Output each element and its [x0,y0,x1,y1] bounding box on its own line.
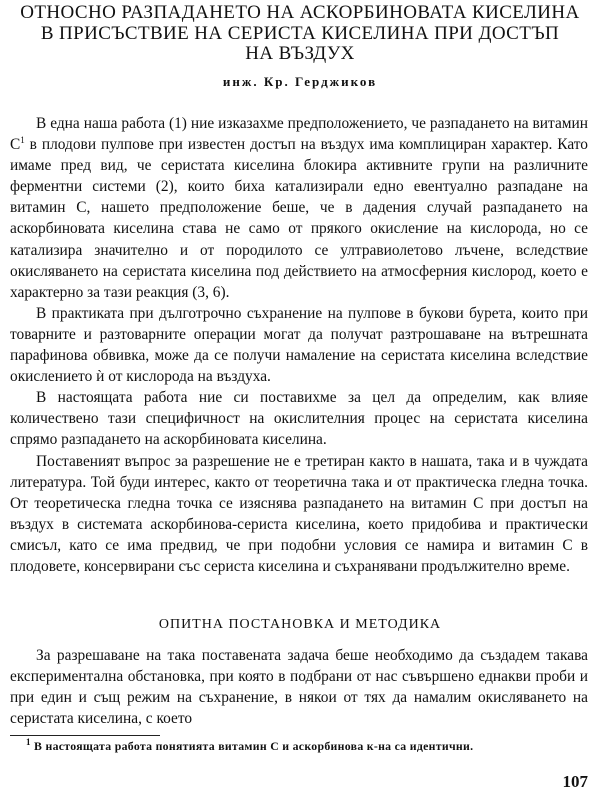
paragraph-4: Поставеният въпрос за разрешение не е третиран както в нашата, така и в чуждата литература. Той буди интерес, както от теоретична така и от практическа гледна точка. От теоретическа гледна точка се изяснява разпадането на витамин С при достъп на въздух в системата аскорбинова-сериста киселина, което придобива и практически смисъл, като се има предвид, че при подобни условия се намира и витамин С в плодовете, консервирани със сериста киселина и съхранявани продължително време. [10,452,588,575]
footnote-divider [10,735,160,736]
section-heading: ОПИТНА ПОСТАНОВКА И МЕТОДИКА [158,617,442,632]
article-title-line-2: В ПРИСЪСТВИЕ НА СЕРИСТА КИСЕЛИНА ПРИ ДОСТЪП [40,23,560,44]
paragraph-1 [10,113,588,303]
paragraph-1-lead: В една наша работа (1) ние изказахме предположението, че разпадането на витамин С [10,115,588,154]
footnote-marker: 1 [26,737,31,748]
methods-text [10,645,588,729]
footnote-text: В настоящата работа понятията витамин С и аскорбинова к-на са идентични. [30,739,474,753]
paragraph-1-rest: в плодови пулпове при известен достъп на въздух има комплициран характер. Като имаме пред вид, че серистата киселина блокира активните групи на различните ферментни системи (2), които биха катализирали едно евентуално разпадане на витамин С, нашето предположение беше, че в дадения случай разпадането на аскорбиновата киселина става не само от прякого окисление на кислорода, но се катализира значително и от породилото се ултравиолетово лъчене, вследствие окисляването на серистата киселина под действието на атмосферния кислород, което е характерно за тази реакция (3, 6). [10,136,588,301]
footnote [26,739,588,754]
article-title-line-3: НА ВЪЗДУХ [245,43,355,64]
paragraph-2: В практиката при дълготрочно съхранение на пулпове в букови бурета, които при товарните и разтоварните операции могат да получат разтрошаване на вътрешната парафинова обвивка, може да се получи намаление на серистата киселина вследствие окислението ѝ от кислорода на въздуха. [10,304,588,386]
page-number: 107 [562,772,588,791]
footnote-reference: 1 [20,134,25,145]
paragraph-3: В настоящата работа ние си поставихме за цел да определим, как влияе количествено тази специфичност на окислителния процес на серистата киселина спрямо разпадането на аскорбиновата киселина. [10,389,588,449]
article-author: инж. Кр. Герджиков [222,74,378,89]
paragraph-5: За разрешаване на така поставената задача беше необходимо да създадем такава експериментална обстановка, при която в подбрани от нас съвършено еднакви проби и при един и същ режим на съхранение, в някои от тях да намалим окисляването на серистата киселина, с което [10,647,588,728]
article-title-line-1: ОТНОСНО РАЗПАДАНЕТО НА АСКОРБИНОВАТА КИСЕЛИНА [20,2,580,23]
introduction-text [10,113,588,577]
